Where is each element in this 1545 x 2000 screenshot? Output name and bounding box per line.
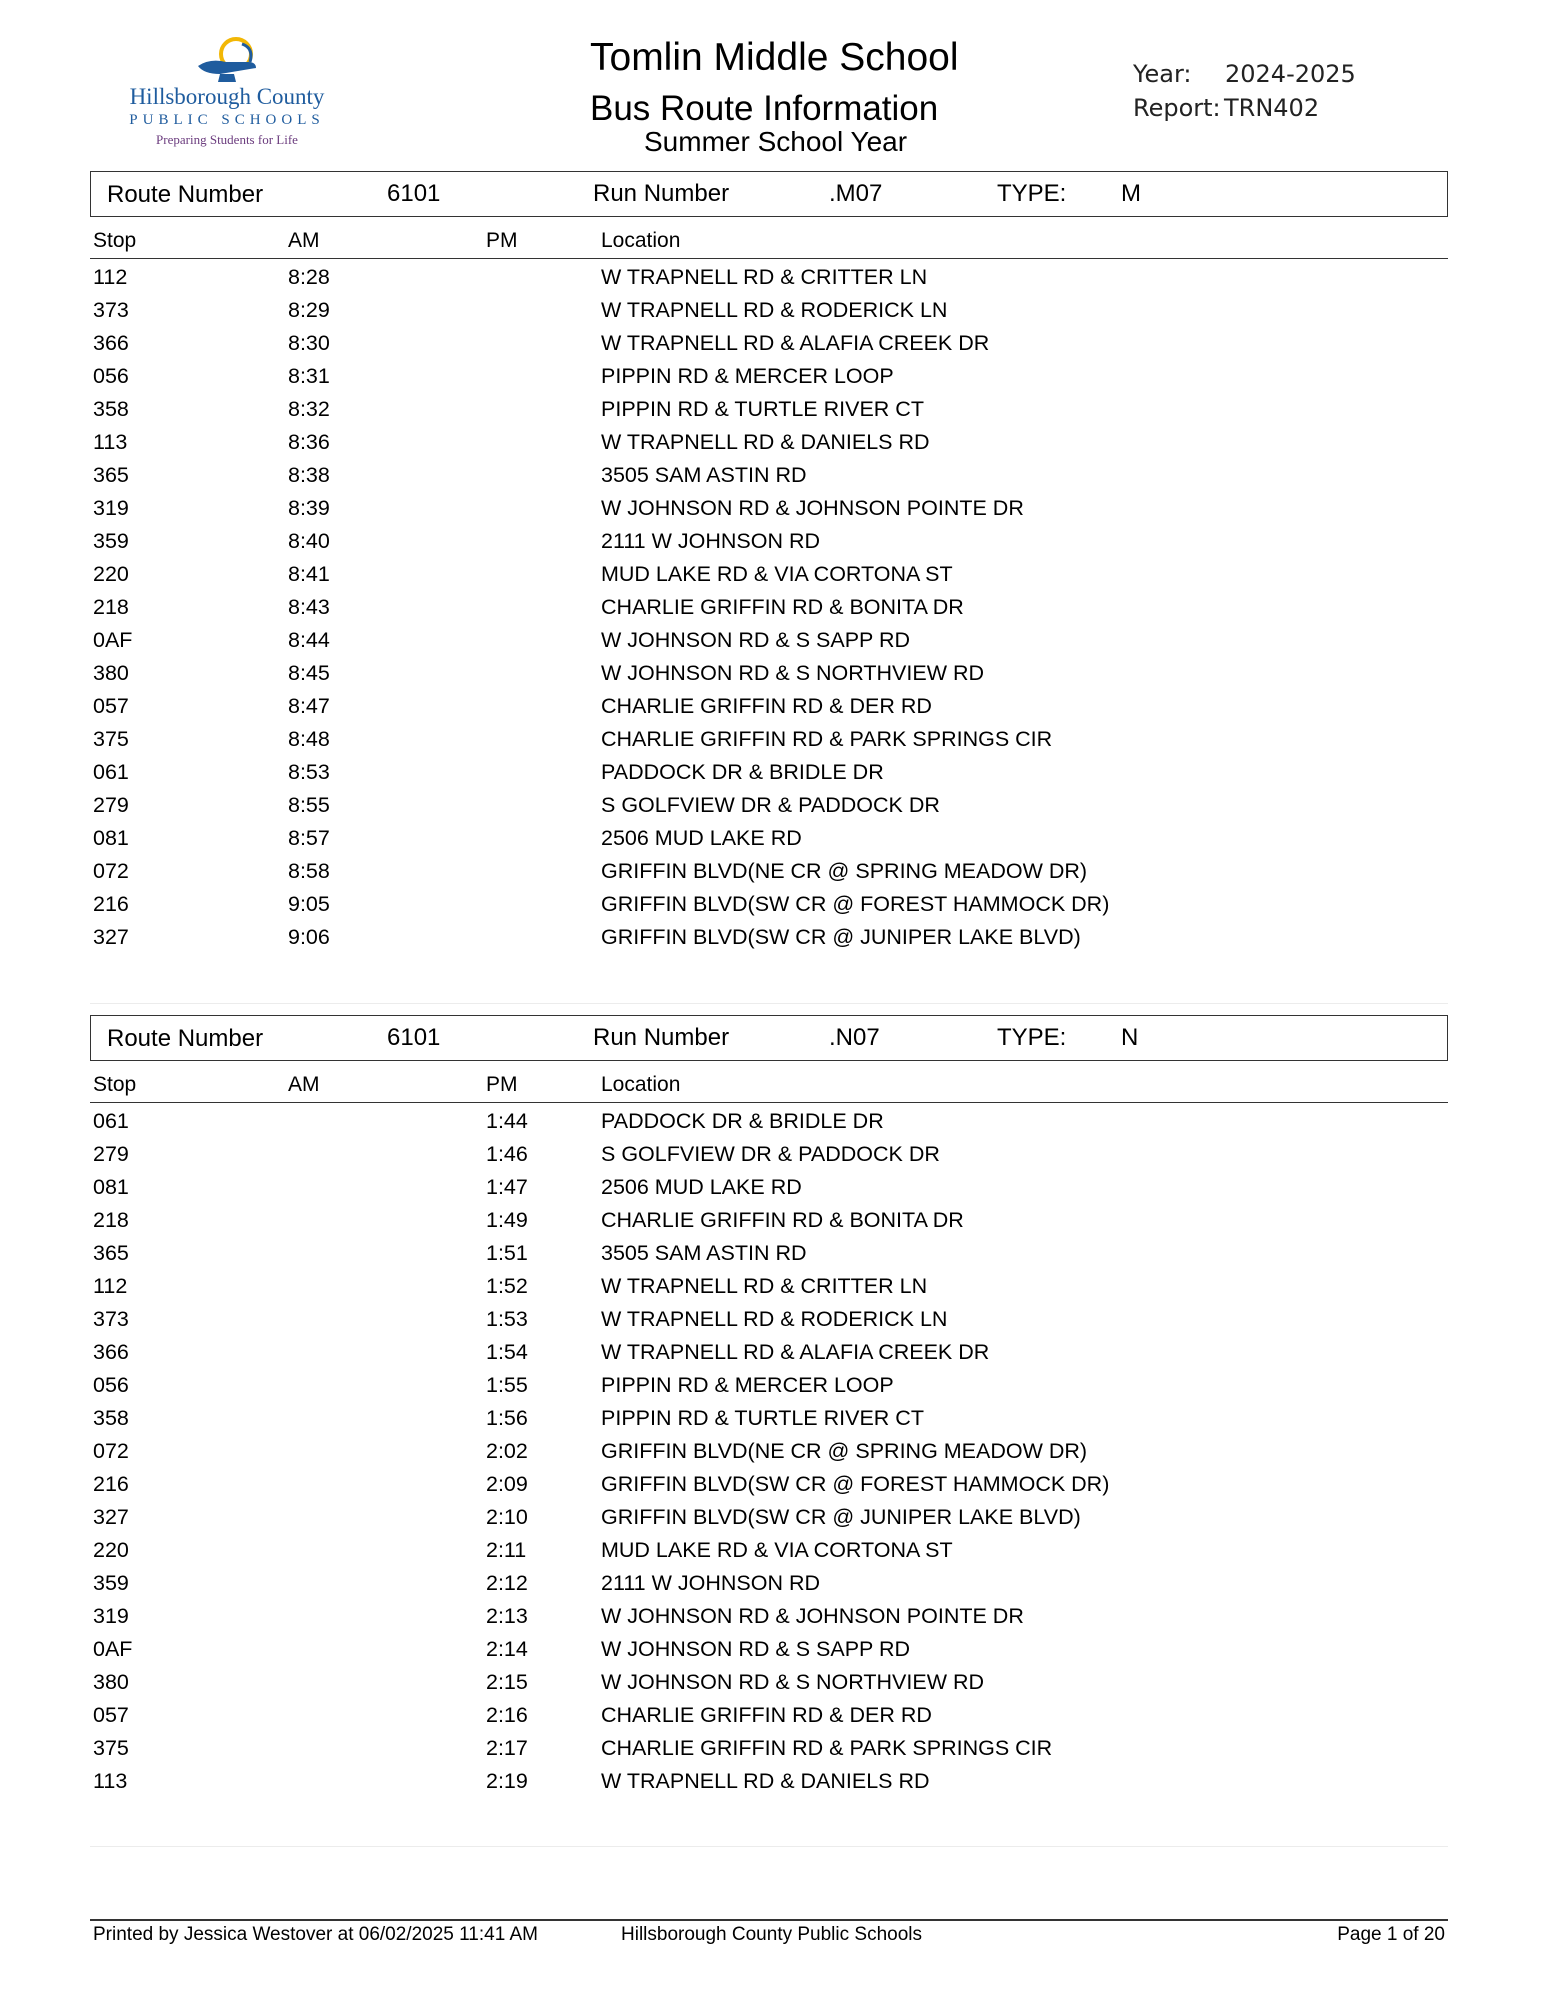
- stop-id: 113: [93, 1769, 128, 1793]
- stop-row: [90, 1169, 1448, 1202]
- lamp-of-learning-icon: [190, 36, 264, 86]
- stop-row: [90, 1730, 1448, 1763]
- stop-id: 081: [93, 826, 129, 850]
- stop-row: [90, 259, 1448, 292]
- stop-row: [90, 292, 1448, 325]
- stop-location: CHARLIE GRIFFIN RD & BONITA DR: [601, 595, 964, 619]
- run-number-value: .M07: [829, 180, 883, 207]
- pm-time: 2:16: [486, 1703, 528, 1727]
- footer-printed-by: Printed by Jessica Westover at 06/02/2025 11:41 AM: [93, 1924, 538, 1945]
- stop-row: [90, 1202, 1448, 1235]
- stop-row: [90, 853, 1448, 886]
- stop-row: [90, 1136, 1448, 1169]
- run-number-label: Run Number: [593, 180, 730, 207]
- stop-id: 327: [93, 925, 129, 949]
- am-time: 8:43: [288, 595, 330, 619]
- stop-id: 375: [93, 1736, 129, 1760]
- stop-row: [90, 919, 1448, 952]
- run-number-label: Run Number: [593, 1024, 730, 1051]
- stop-location: S GOLFVIEW DR & PADDOCK DR: [601, 1142, 940, 1166]
- stop-location: CHARLIE GRIFFIN RD & PARK SPRINGS CIR: [601, 727, 1053, 751]
- stop-location: 2111 W JOHNSON RD: [601, 1571, 821, 1595]
- stop-row: [90, 1631, 1448, 1664]
- stop-id: 056: [93, 364, 129, 388]
- stop-row: [90, 754, 1448, 787]
- logo-line-2: PUBLIC SCHOOLS: [129, 112, 325, 128]
- stop-id: 057: [93, 1703, 129, 1727]
- am-time: 8:39: [288, 496, 330, 520]
- stop-row: [90, 1334, 1448, 1367]
- am-time: 8:44: [288, 628, 330, 652]
- page-title: Tomlin Middle School: [590, 36, 959, 79]
- column-header-am: AM: [288, 1073, 320, 1096]
- pm-time: 2:15: [486, 1670, 528, 1694]
- report-field: [1133, 94, 1320, 122]
- stop-location: PIPPIN RD & MERCER LOOP: [601, 364, 894, 388]
- stop-location: W JOHNSON RD & S SAPP RD: [601, 628, 911, 652]
- stop-location: GRIFFIN BLVD(SW CR @ FOREST HAMMOCK DR): [601, 1472, 1110, 1496]
- stop-id: 0AF: [93, 628, 133, 652]
- am-time: 9:05: [288, 892, 330, 916]
- stop-location: PADDOCK DR & BRIDLE DR: [601, 1109, 884, 1133]
- stop-location: 2111 W JOHNSON RD: [601, 529, 821, 553]
- pm-time: 2:19: [486, 1769, 528, 1793]
- stop-location: W TRAPNELL RD & ALAFIA CREEK DR: [601, 1340, 990, 1364]
- stop-location: CHARLIE GRIFFIN RD & PARK SPRINGS CIR: [601, 1736, 1053, 1760]
- stop-row: [90, 655, 1448, 688]
- year-label: Year:: [1133, 60, 1192, 88]
- stop-row: [90, 721, 1448, 754]
- column-header-row: [90, 217, 1448, 259]
- stop-location: 3505 SAM ASTIN RD: [601, 463, 807, 487]
- route-number-label: Route Number: [107, 1025, 264, 1052]
- stop-row: [90, 688, 1448, 721]
- report-label: Report:: [1133, 94, 1221, 122]
- stop-row: [90, 1532, 1448, 1565]
- stop-location: W JOHNSON RD & S NORTHVIEW RD: [601, 661, 985, 685]
- stop-id: 220: [93, 1538, 129, 1562]
- stop-id: 279: [93, 793, 129, 817]
- stop-location: 2506 MUD LAKE RD: [601, 1175, 802, 1199]
- column-header-am: AM: [288, 229, 320, 252]
- am-time: 8:29: [288, 298, 330, 322]
- am-time: 8:30: [288, 331, 330, 355]
- section-divider: [90, 1003, 1448, 1004]
- stop-location: 2506 MUD LAKE RD: [601, 826, 802, 850]
- stop-location: CHARLIE GRIFFIN RD & DER RD: [601, 1703, 932, 1727]
- stop-location: GRIFFIN BLVD(NE CR @ SPRING MEADOW DR): [601, 1439, 1088, 1463]
- stop-list: [90, 1103, 1448, 1796]
- pm-time: 2:17: [486, 1736, 528, 1760]
- pm-time: 1:52: [486, 1274, 528, 1298]
- pm-time: 2:11: [486, 1538, 527, 1562]
- stop-id: 365: [93, 463, 129, 487]
- stop-location: W TRAPNELL RD & DANIELS RD: [601, 430, 930, 454]
- route-number-value: 6101: [387, 180, 441, 207]
- stop-id: 056: [93, 1373, 129, 1397]
- stop-id: 113: [93, 430, 128, 454]
- stop-row: [90, 1466, 1448, 1499]
- stop-location: W TRAPNELL RD & RODERICK LN: [601, 1307, 948, 1331]
- stop-id: 216: [93, 892, 129, 916]
- am-time: 8:41: [288, 562, 330, 586]
- route-number-value: 6101: [387, 1024, 441, 1051]
- stop-row: [90, 1763, 1448, 1796]
- am-time: 8:57: [288, 826, 330, 850]
- stop-location: W JOHNSON RD & S SAPP RD: [601, 1637, 911, 1661]
- stop-id: 380: [93, 1670, 129, 1694]
- route-number-label: Route Number: [107, 181, 264, 208]
- am-time: 8:32: [288, 397, 330, 421]
- column-header-pm: PM: [486, 229, 518, 252]
- column-header-location: Location: [601, 229, 681, 252]
- district-logo: [112, 36, 342, 156]
- section-divider: [90, 1846, 1448, 1847]
- stop-row: [90, 820, 1448, 853]
- pm-time: 1:51: [486, 1241, 528, 1265]
- stop-id: 218: [93, 595, 129, 619]
- stop-location: GRIFFIN BLVD(SW CR @ JUNIPER LAKE BLVD): [601, 925, 1081, 949]
- footer-rule: [90, 1919, 1448, 1921]
- stop-location: W TRAPNELL RD & ALAFIA CREEK DR: [601, 331, 990, 355]
- year-value: 2024-2025: [1225, 60, 1356, 88]
- stop-row: [90, 589, 1448, 622]
- stop-id: 366: [93, 331, 129, 355]
- stop-row: [90, 325, 1448, 358]
- stop-location: PIPPIN RD & TURTLE RIVER CT: [601, 397, 924, 421]
- am-time: 8:47: [288, 694, 330, 718]
- stop-row: [90, 1664, 1448, 1697]
- stop-location: W JOHNSON RD & S NORTHVIEW RD: [601, 1670, 985, 1694]
- type-value: N: [1121, 1024, 1139, 1051]
- pm-time: 1:56: [486, 1406, 528, 1430]
- am-time: 8:28: [288, 265, 330, 289]
- route-section: [90, 171, 1448, 952]
- stop-row: [90, 391, 1448, 424]
- stop-location: PADDOCK DR & BRIDLE DR: [601, 760, 884, 784]
- stop-id: 061: [93, 760, 129, 784]
- stop-id: 358: [93, 1406, 129, 1430]
- stop-row: [90, 1235, 1448, 1268]
- stop-row: [90, 1565, 1448, 1598]
- stop-row: [90, 358, 1448, 391]
- column-header-row: [90, 1061, 1448, 1103]
- stop-location: GRIFFIN BLVD(SW CR @ FOREST HAMMOCK DR): [601, 892, 1110, 916]
- stop-location: S GOLFVIEW DR & PADDOCK DR: [601, 793, 940, 817]
- stop-row: [90, 556, 1448, 589]
- stop-id: 319: [93, 496, 129, 520]
- stop-location: MUD LAKE RD & VIA CORTONA ST: [601, 1538, 953, 1562]
- stop-id: 373: [93, 298, 129, 322]
- route-section: [90, 1015, 1448, 1796]
- type-value: M: [1121, 180, 1141, 207]
- stop-id: 380: [93, 661, 129, 685]
- am-time: 8:48: [288, 727, 330, 751]
- am-time: 8:58: [288, 859, 330, 883]
- column-header-stop: Stop: [93, 229, 137, 252]
- pm-time: 1:49: [486, 1208, 528, 1232]
- pm-time: 1:54: [486, 1340, 528, 1364]
- pm-time: 2:02: [486, 1439, 528, 1463]
- stop-id: 072: [93, 859, 129, 883]
- stop-row: [90, 1697, 1448, 1730]
- stop-row: [90, 424, 1448, 457]
- stop-row: [90, 1103, 1448, 1136]
- stop-id: 081: [93, 1175, 129, 1199]
- stop-row: [90, 886, 1448, 919]
- pm-time: 1:44: [486, 1109, 528, 1133]
- year-field: [1133, 60, 1356, 88]
- page-subtitle-2: Summer School Year: [644, 126, 908, 157]
- stop-location: W TRAPNELL RD & DANIELS RD: [601, 1769, 930, 1793]
- stop-location: W JOHNSON RD & JOHNSON POINTE DR: [601, 1604, 1024, 1628]
- stop-row: [90, 490, 1448, 523]
- am-time: 8:36: [288, 430, 330, 454]
- stop-id: 373: [93, 1307, 129, 1331]
- pm-time: 2:12: [486, 1571, 528, 1595]
- stop-location: CHARLIE GRIFFIN RD & BONITA DR: [601, 1208, 964, 1232]
- column-header-stop: Stop: [93, 1073, 137, 1096]
- stop-id: 359: [93, 1571, 129, 1595]
- stop-id: 279: [93, 1142, 129, 1166]
- route-header-box: [90, 1015, 1448, 1061]
- am-time: 8:40: [288, 529, 330, 553]
- pm-time: 2:13: [486, 1604, 528, 1628]
- stop-id: 220: [93, 562, 129, 586]
- stop-location: GRIFFIN BLVD(NE CR @ SPRING MEADOW DR): [601, 859, 1088, 883]
- stop-id: 218: [93, 1208, 129, 1232]
- stop-id: 0AF: [93, 1637, 133, 1661]
- stop-row: [90, 1400, 1448, 1433]
- footer-organization: Hillsborough County Public Schools: [621, 1924, 922, 1945]
- type-label: TYPE:: [997, 180, 1067, 207]
- am-time: 8:55: [288, 793, 330, 817]
- run-number-value: .N07: [829, 1024, 880, 1051]
- stop-list: [90, 259, 1448, 952]
- stop-location: W TRAPNELL RD & CRITTER LN: [601, 1274, 928, 1298]
- stop-location: CHARLIE GRIFFIN RD & DER RD: [601, 694, 932, 718]
- stop-location: MUD LAKE RD & VIA CORTONA ST: [601, 562, 953, 586]
- stop-id: 112: [93, 1274, 128, 1298]
- stop-location: W JOHNSON RD & JOHNSON POINTE DR: [601, 496, 1024, 520]
- stop-row: [90, 1598, 1448, 1631]
- stop-location: PIPPIN RD & MERCER LOOP: [601, 1373, 894, 1397]
- stop-location: GRIFFIN BLVD(SW CR @ JUNIPER LAKE BLVD): [601, 1505, 1081, 1529]
- stop-row: [90, 457, 1448, 490]
- pm-time: 1:53: [486, 1307, 528, 1331]
- am-time: 8:45: [288, 661, 330, 685]
- stop-id: 216: [93, 1472, 129, 1496]
- logo-line-1: Hillsborough County: [129, 84, 325, 109]
- am-time: 8:38: [288, 463, 330, 487]
- stop-id: 061: [93, 1109, 129, 1133]
- report-value: TRN402: [1224, 94, 1320, 122]
- am-time: 8:31: [288, 364, 330, 388]
- stop-row: [90, 1367, 1448, 1400]
- stop-id: 365: [93, 1241, 129, 1265]
- stop-row: [90, 523, 1448, 556]
- pm-time: 2:14: [486, 1637, 528, 1661]
- pm-time: 1:55: [486, 1373, 528, 1397]
- stop-id: 366: [93, 1340, 129, 1364]
- stop-id: 359: [93, 529, 129, 553]
- stop-row: [90, 787, 1448, 820]
- am-time: 8:53: [288, 760, 330, 784]
- pm-time: 1:46: [486, 1142, 528, 1166]
- stop-row: [90, 622, 1448, 655]
- stop-location: 3505 SAM ASTIN RD: [601, 1241, 807, 1265]
- pm-time: 2:10: [486, 1505, 528, 1529]
- stop-id: 375: [93, 727, 129, 751]
- column-header-location: Location: [601, 1073, 681, 1096]
- am-time: 9:06: [288, 925, 330, 949]
- stop-id: 319: [93, 1604, 129, 1628]
- stop-row: [90, 1268, 1448, 1301]
- pm-time: 2:09: [486, 1472, 528, 1496]
- route-header-box: [90, 171, 1448, 217]
- pm-time: 1:47: [486, 1175, 528, 1199]
- stop-row: [90, 1499, 1448, 1532]
- page-subtitle: Bus Route Information: [590, 89, 939, 128]
- stop-location: PIPPIN RD & TURTLE RIVER CT: [601, 1406, 924, 1430]
- stop-id: 358: [93, 397, 129, 421]
- stop-row: [90, 1301, 1448, 1334]
- stop-id: 112: [93, 265, 128, 289]
- stop-id: 327: [93, 1505, 129, 1529]
- column-header-pm: PM: [486, 1073, 518, 1096]
- stop-id: 057: [93, 694, 129, 718]
- logo-tagline: Preparing Students for Life: [156, 132, 298, 147]
- stop-location: W TRAPNELL RD & CRITTER LN: [601, 265, 928, 289]
- stop-row: [90, 1433, 1448, 1466]
- type-label: TYPE:: [997, 1024, 1067, 1051]
- stop-id: 072: [93, 1439, 129, 1463]
- stop-location: W TRAPNELL RD & RODERICK LN: [601, 298, 948, 322]
- footer-page-number: Page 1 of 20: [1337, 1924, 1445, 1945]
